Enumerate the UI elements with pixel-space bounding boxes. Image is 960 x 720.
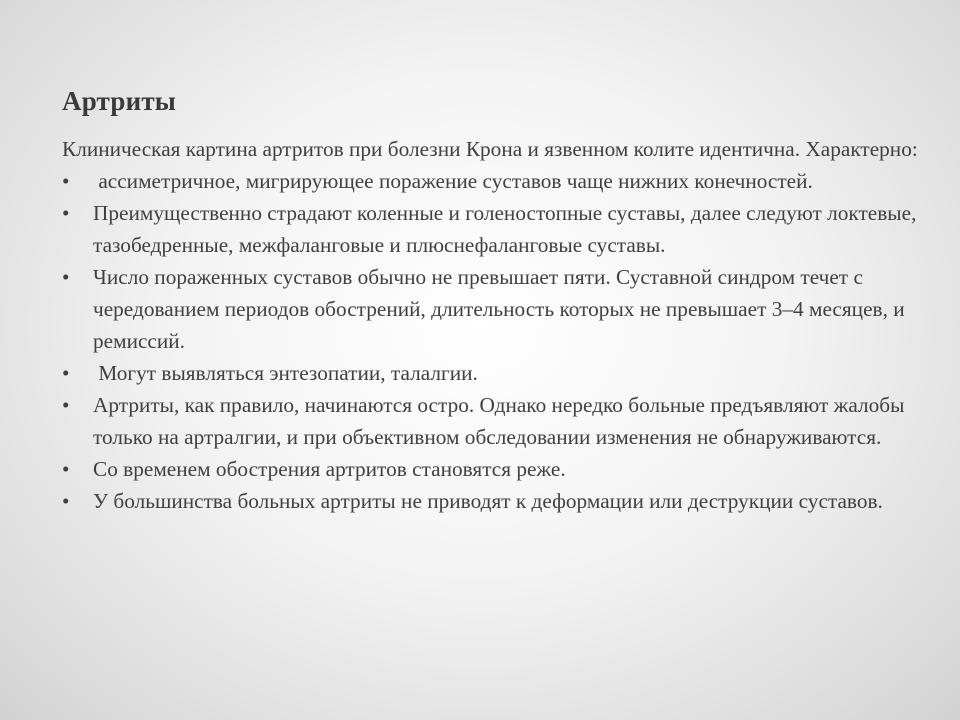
bullet-text: Со временем обострения артритов становятся реже. [93,457,566,481]
bullet-text: Артриты, как правило, начинаются остро. Однако нередко больные предъявляют жалобы только на артралгии, и при объективном обследовании изменения не обнаруживаются. [93,393,905,449]
bullet-text: Число пораженных суставов обычно не превышает пяти. Суставной синдром течет с чередованием периодов обострений, длительность которых не превышает 3–4 месяцев, и ремиссий. [93,265,905,353]
slide-body [62,133,932,517]
bullet-item-count [62,261,932,357]
bullet-icon: • [62,201,70,225]
bullet-item-enthesopathy [62,357,932,389]
bullet-text: Могут выявляться энтезопатии, талалгии. [93,361,478,385]
intro-paragraph: Клиническая картина артритов при болезни Крона и язвенном колите идентична. Характерно: [62,137,918,161]
bullet-icon: • [62,393,70,417]
bullet-text: Преимущественно страдают коленные и голеностопные суставы, далее следуют локтевые, тазобедренные, межфаланговые и плюснефаланговые суставы. [93,201,917,257]
bullet-list [62,165,932,517]
bullet-item-deformation [62,485,932,517]
bullet-text: У большинства больных артриты не приводят к деформации или деструкции суставов. [93,489,883,513]
bullet-icon: • [62,489,70,513]
bullet-text: ассиметричное, мигрирующее поражение суставов чаще нижних конечностей. [93,169,813,193]
bullet-icon: • [62,169,70,193]
bullet-icon: • [62,361,70,385]
bullet-item-exacerbations [62,453,932,485]
bullet-item-onset [62,389,932,453]
bullet-icon: • [62,265,70,289]
bullet-icon: • [62,457,70,481]
bullet-item-joints [62,197,932,261]
slide-title: Артриты [62,86,177,116]
bullet-item-asymmetric [62,165,932,197]
